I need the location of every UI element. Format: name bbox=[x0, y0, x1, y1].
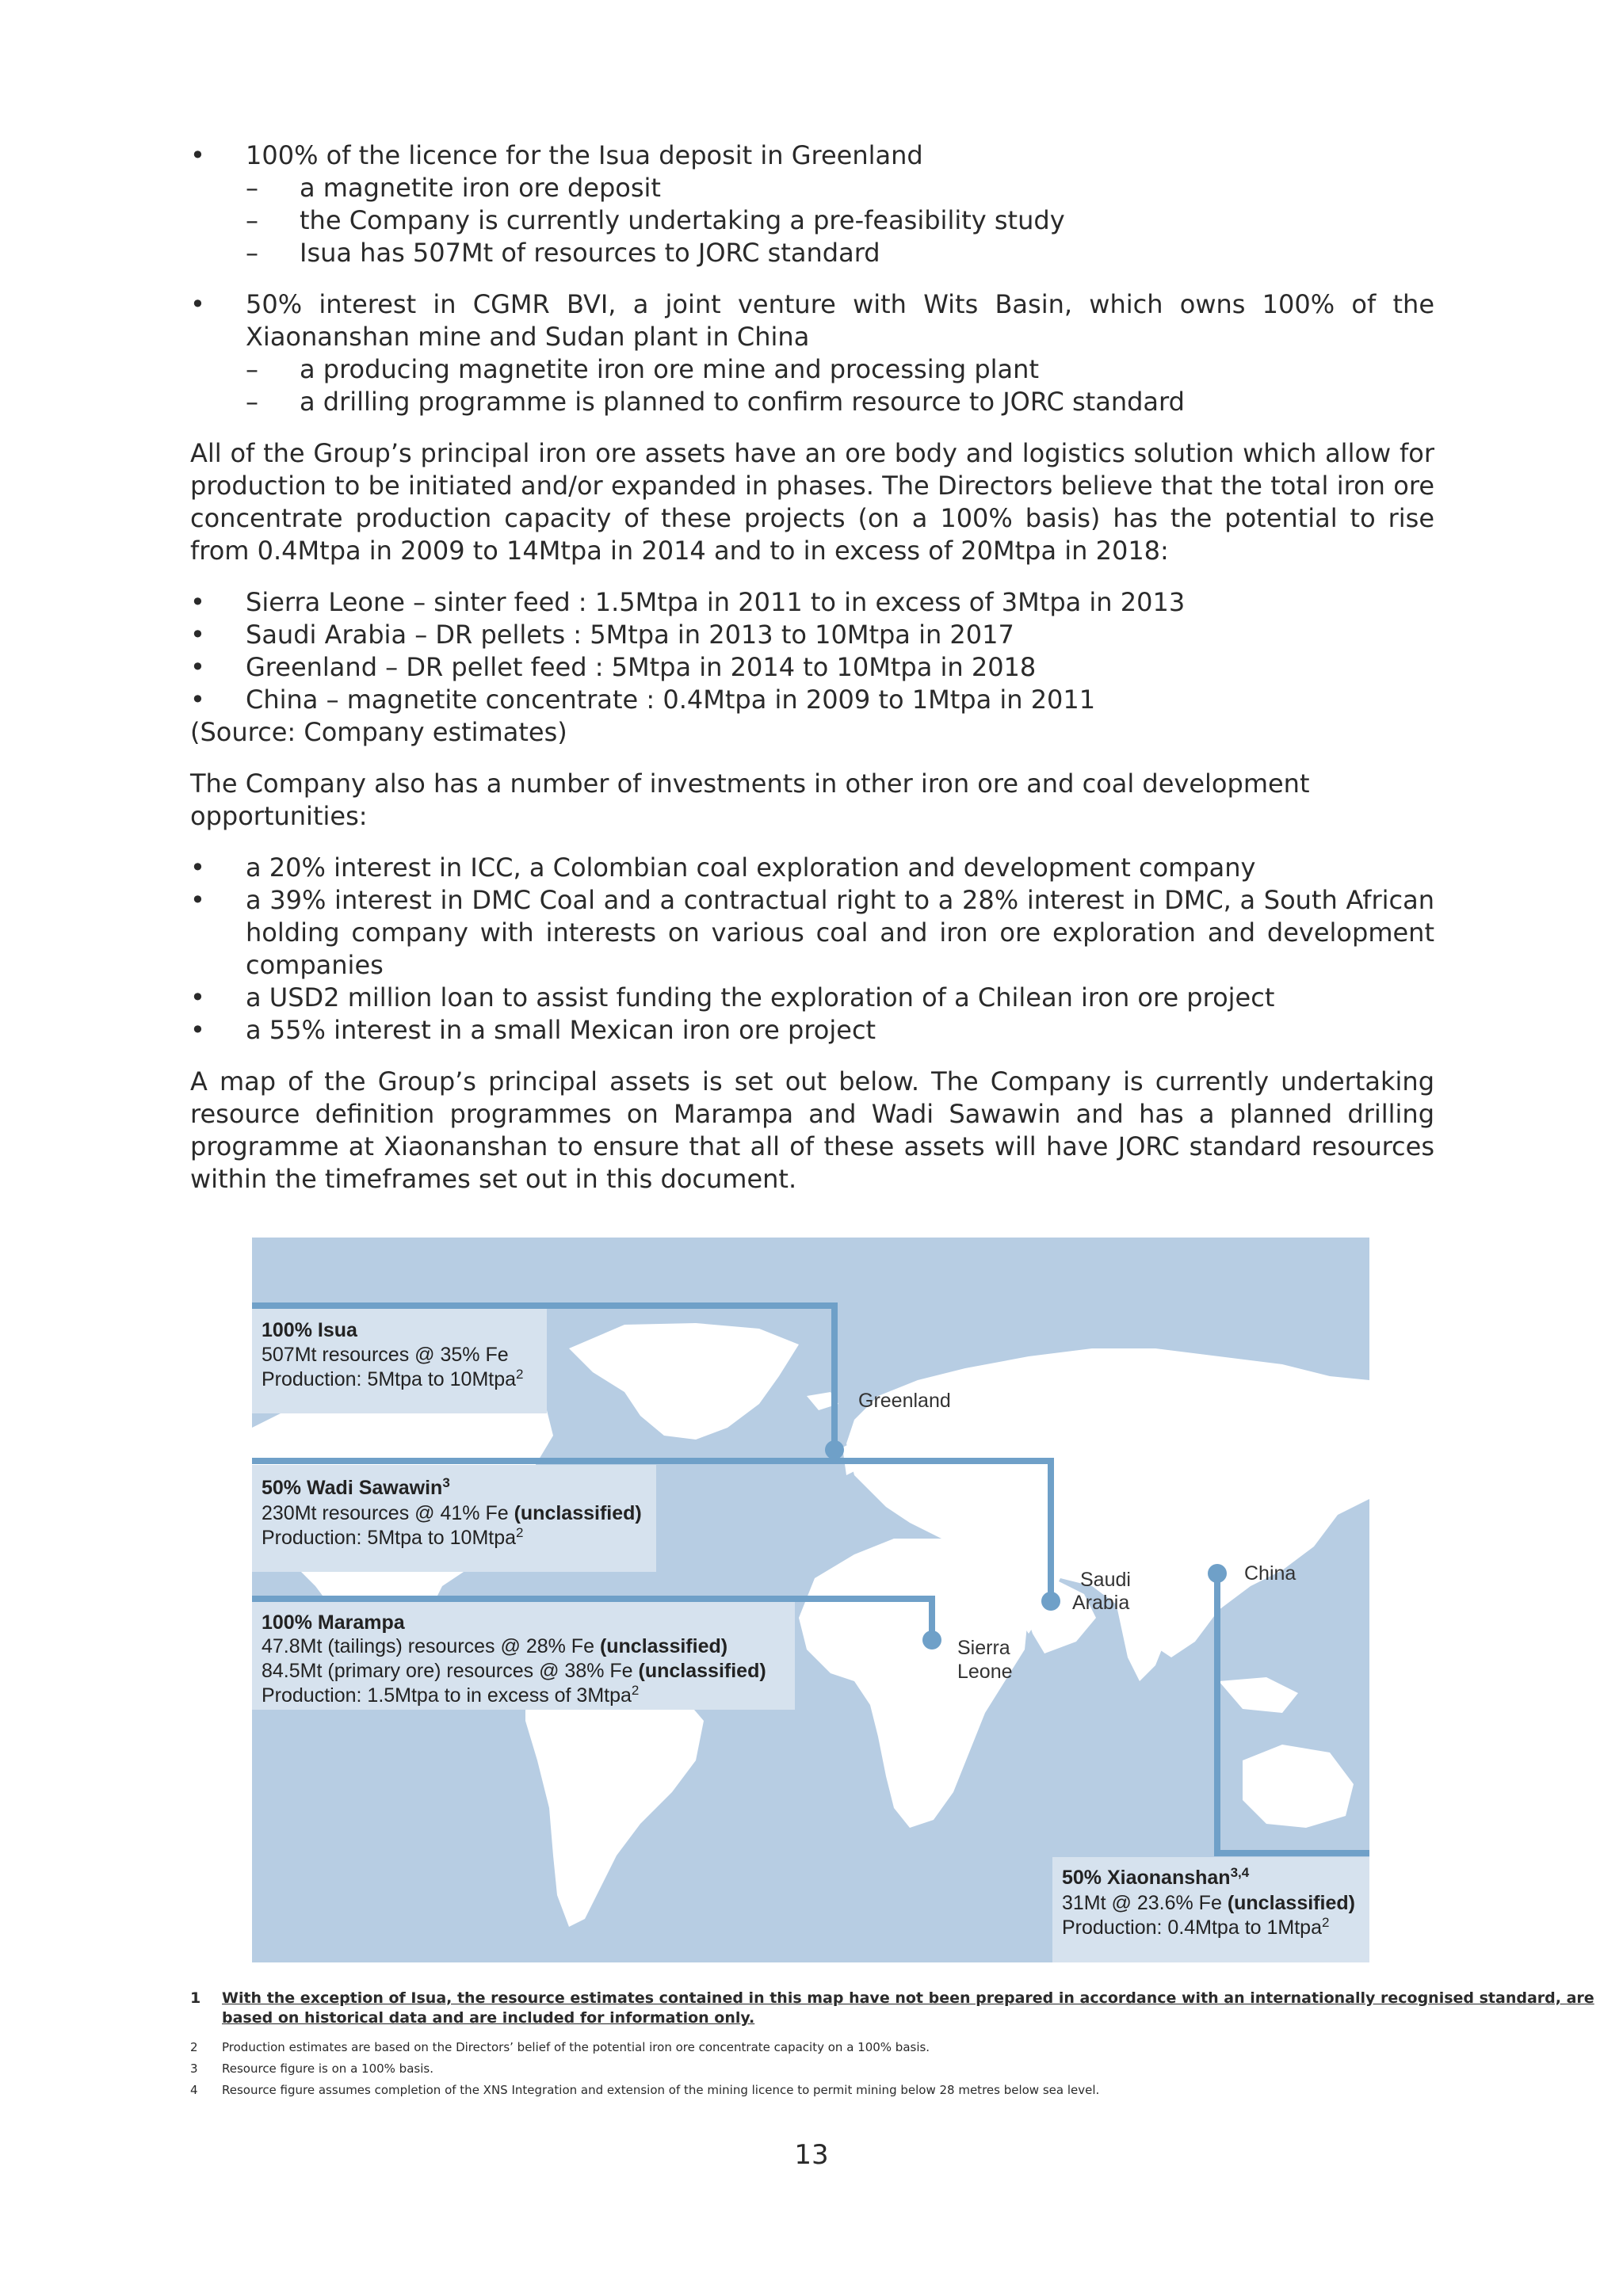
paragraph-map: A map of the Group’s principal assets is set out below. The Company is currently undertaking resource definition programmes on Marampa and Wadi Sawawin and has a planned drilling programme at Xiaonanshan to ensure that all of these assets will have JORC standard resources within the timeframes set out in this document. bbox=[190, 1066, 1434, 1194]
callout-marampa-tailings: 47.8Mt (tailings) resources @ 28% Fe (unclassified) bbox=[262, 1635, 728, 1657]
sub-bullet: – a drilling programme is planned to confirm resource to JORC standard bbox=[190, 386, 1434, 418]
sub-bullet: – a magnetite iron ore deposit bbox=[190, 172, 1434, 204]
callout-xiao-title: 50% Xiaonanshan$^{3,4}$ bbox=[1062, 1865, 1250, 1889]
callout-wadi-resources: 230Mt resources @ 41% Fe (unclassified) bbox=[262, 1502, 642, 1524]
footnote-3: 3 Resource figure is on a 100% basis. bbox=[190, 2061, 433, 2076]
label-sierra: Sierra bbox=[957, 1637, 1010, 1659]
callout-marampa-production: Production: 1.5Mtpa to in excess of 3Mtpa$^2$ bbox=[262, 1683, 640, 1707]
assets-world-map bbox=[252, 1238, 1369, 1962]
bullet-isua: • 100% of the licence for the Isua deposit in Greenland bbox=[190, 139, 1434, 172]
callout-marampa-primary: 84.5Mt (primary ore) resources @ 38% Fe (unclassified) bbox=[262, 1660, 766, 1682]
capacity-item: • China – magnetite concentrate : 0.4Mtpa in 2009 to 1Mtpa in 2011 bbox=[190, 684, 1434, 716]
bullet-cgmr: • 50% interest in CGMR BVI, a joint venture with Wits Basin, which owns 100% of the Xiaonanshan mine and Sudan plant in China bbox=[190, 288, 1434, 353]
callout-marampa-title: 100% Marampa bbox=[262, 1611, 405, 1634]
source-note: (Source: Company estimates) bbox=[190, 717, 567, 747]
sub-bullet: – Isua has 507Mt of resources to JORC standard bbox=[190, 237, 1434, 269]
asset-overview bbox=[190, 139, 1434, 1196]
callout-wadi-title: 50% Wadi Sawawin$^3$ bbox=[262, 1475, 450, 1499]
label-greenland: Greenland bbox=[858, 1390, 951, 1412]
investment-item: • a 20% interest in ICC, a Colombian coal exploration and development company bbox=[190, 852, 1434, 884]
label-china: China bbox=[1244, 1562, 1296, 1585]
sub-bullet: – the Company is currently undertaking a pre-feasibility study bbox=[190, 204, 1434, 237]
marker-saudi-arabia bbox=[1041, 1592, 1060, 1611]
label-saudi: Saudi bbox=[1080, 1569, 1131, 1591]
sub-bullet: – a producing magnetite iron ore mine and processing plant bbox=[190, 353, 1434, 386]
marker-sierra-leone bbox=[922, 1630, 941, 1650]
callout-isua bbox=[252, 1309, 547, 1413]
callout-xiao-production: Production: 0.4Mtpa to 1Mtpa$^2$ bbox=[1062, 1915, 1330, 1939]
footnote-1: 1 With the exception of Isua, the resource estimates contained in this map have not been prepared in accordance with an internationally recognised standard, are based on historical data and are included for information only. bbox=[190, 1989, 1594, 2027]
capacity-item: • Saudi Arabia – DR pellets : 5Mtpa in 2013 to 10Mtpa in 2017 bbox=[190, 619, 1434, 651]
capacity-item: • Sierra Leone – sinter feed : 1.5Mtpa in 2011 to in excess of 3Mtpa in 2013 bbox=[190, 586, 1434, 619]
label-arabia: Arabia bbox=[1072, 1592, 1130, 1614]
paragraph-investments: The Company also has a number of investments in other iron ore and coal development opportunities: bbox=[190, 769, 1310, 831]
investment-item: • a 55% interest in a small Mexican iron ore project bbox=[190, 1014, 1434, 1047]
marker-greenland bbox=[825, 1440, 844, 1459]
capacity-item: • Greenland – DR pellet feed : 5Mtpa in 2014 to 10Mtpa in 2018 bbox=[190, 651, 1434, 684]
paragraph-assets: All of the Group’s principal iron ore assets have an ore body and logistics solution which allow for production to be initiated and/or expanded in phases. The Directors believe that the total iron ore concentrate production capacity of these projects (on a 100% basis) has the potential to rise from 0.4Mtpa in 2009 to 14Mtpa in 2014 and to in excess of 20Mtpa in 2018: bbox=[190, 438, 1434, 566]
callout-isua-production: Production: 5Mtpa to 10Mtpa$^2$ bbox=[262, 1367, 524, 1390]
callout-wadi-production: Production: 5Mtpa to 10Mtpa$^2$ bbox=[262, 1525, 524, 1549]
label-leone: Leone bbox=[957, 1661, 1013, 1683]
footnote-2: 2 Production estimates are based on the Directors’ belief of the potential iron ore concentrate capacity on a 100% basis. bbox=[190, 2040, 930, 2054]
callout-wadi-sawawin bbox=[252, 1465, 656, 1572]
callout-xiaonanshan bbox=[1052, 1857, 1369, 1962]
footnotes-minor bbox=[190, 2037, 1434, 2101]
investment-item: • a USD2 million loan to assist funding the exploration of a Chilean iron ore project bbox=[190, 982, 1434, 1014]
footnote-4: 4 Resource figure assumes completion of the XNS Integration and extension of the mining licence to permit mining below 28 metres below sea level. bbox=[190, 2083, 1100, 2097]
callout-xiao-resources: 31Mt @ 23.6% Fe (unclassified) bbox=[1062, 1892, 1355, 1914]
investment-item: • a 39% interest in DMC Coal and a contractual right to a 28% interest in DMC, a South African holding company with interests on various coal and iron ore exploration and development companies bbox=[190, 884, 1434, 982]
callout-isua-resources: 507Mt resources @ 35% Fe bbox=[262, 1344, 509, 1366]
footnote-number: 1 bbox=[190, 1989, 201, 2007]
page-number: 13 bbox=[794, 2139, 829, 2171]
marker-china bbox=[1208, 1564, 1227, 1583]
callout-marampa bbox=[252, 1602, 795, 1710]
callout-isua-title: 100% Isua bbox=[262, 1319, 357, 1341]
